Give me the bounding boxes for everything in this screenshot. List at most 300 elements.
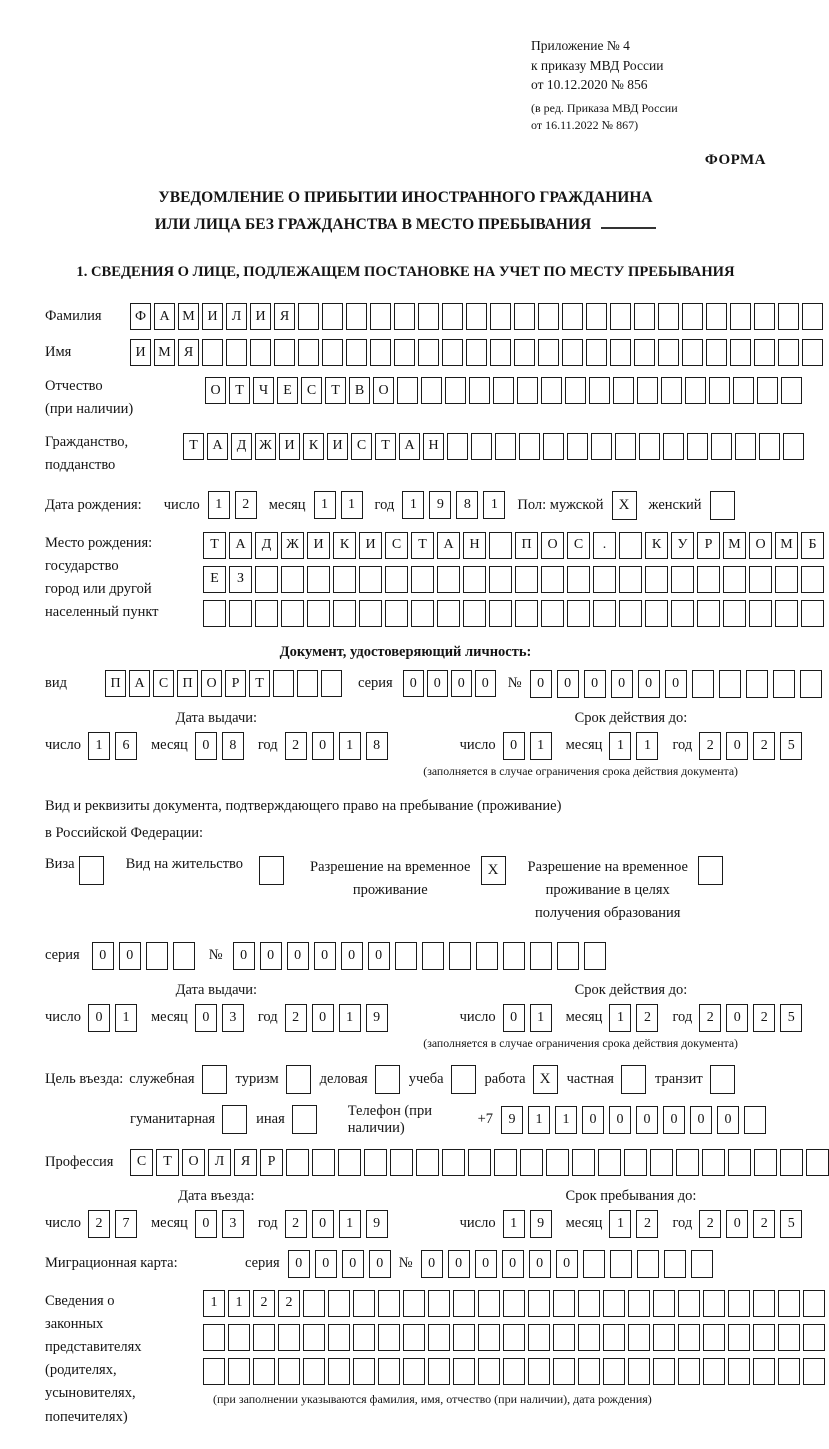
char-cell[interactable]: М — [178, 303, 199, 330]
char-cell[interactable]: 0 — [88, 1004, 110, 1032]
char-cell[interactable]: 0 — [92, 942, 114, 970]
char-cell[interactable] — [515, 600, 538, 627]
char-cell[interactable] — [353, 1324, 375, 1351]
char-cell[interactable]: А — [207, 433, 228, 460]
char-cell[interactable] — [346, 339, 367, 366]
char-cell[interactable] — [466, 303, 487, 330]
purpose-study-checkbox[interactable] — [451, 1065, 476, 1094]
char-cell[interactable]: 2 — [699, 1210, 721, 1238]
char-cell[interactable] — [437, 566, 460, 593]
char-cell[interactable]: 1 — [402, 491, 424, 519]
char-cell[interactable] — [476, 942, 498, 970]
char-cell[interactable] — [490, 303, 511, 330]
temp-residence-checkbox[interactable]: X — [481, 856, 506, 885]
char-cell[interactable] — [671, 566, 694, 593]
char-cell[interactable] — [447, 433, 468, 460]
char-cell[interactable]: К — [333, 532, 356, 559]
char-cell[interactable] — [528, 1290, 550, 1317]
char-cell[interactable]: Ж — [281, 532, 304, 559]
char-cell[interactable]: П — [515, 532, 538, 559]
char-cell[interactable] — [593, 566, 616, 593]
char-cell[interactable]: 2 — [636, 1210, 658, 1238]
char-cell[interactable]: 0 — [638, 670, 660, 698]
char-cell[interactable] — [591, 433, 612, 460]
char-cell[interactable] — [586, 303, 607, 330]
char-cell[interactable] — [278, 1324, 300, 1351]
char-cell[interactable]: 1 — [228, 1290, 250, 1317]
char-cell[interactable] — [753, 1358, 775, 1385]
char-cell[interactable] — [723, 600, 746, 627]
char-cell[interactable]: С — [153, 670, 174, 697]
char-cell[interactable]: Б — [801, 532, 824, 559]
char-cell[interactable] — [281, 600, 304, 627]
char-cell[interactable]: С — [301, 377, 322, 404]
char-cell[interactable]: 0 — [288, 1250, 310, 1278]
char-cell[interactable]: О — [749, 532, 772, 559]
char-cell[interactable]: 1 — [115, 1004, 137, 1032]
char-cell[interactable]: Я — [178, 339, 199, 366]
char-cell[interactable] — [255, 600, 278, 627]
char-cell[interactable] — [394, 339, 415, 366]
char-cell[interactable]: 1 — [314, 491, 336, 519]
char-cell[interactable]: 3 — [222, 1210, 244, 1238]
char-cell[interactable] — [562, 339, 583, 366]
char-cell[interactable] — [753, 1324, 775, 1351]
char-cell[interactable] — [803, 1358, 825, 1385]
char-cell[interactable] — [553, 1290, 575, 1317]
char-cell[interactable]: Р — [697, 532, 720, 559]
char-cell[interactable] — [253, 1324, 275, 1351]
char-cell[interactable] — [780, 1149, 803, 1176]
char-cell[interactable]: В — [349, 377, 370, 404]
char-cell[interactable]: 0 — [451, 670, 472, 697]
char-cell[interactable] — [678, 1358, 700, 1385]
char-cell[interactable]: 0 — [611, 670, 633, 698]
char-cell[interactable]: 0 — [530, 670, 552, 698]
char-cell[interactable] — [735, 433, 756, 460]
char-cell[interactable] — [359, 566, 382, 593]
char-cell[interactable]: 9 — [530, 1210, 552, 1238]
char-cell[interactable] — [678, 1324, 700, 1351]
char-cell[interactable]: 1 — [208, 491, 230, 519]
char-cell[interactable] — [639, 433, 660, 460]
char-cell[interactable] — [682, 339, 703, 366]
char-cell[interactable] — [228, 1324, 250, 1351]
male-checkbox[interactable]: X — [612, 491, 637, 520]
char-cell[interactable] — [783, 433, 804, 460]
char-cell[interactable] — [682, 303, 703, 330]
char-cell[interactable]: 0 — [726, 1210, 748, 1238]
char-cell[interactable] — [390, 1149, 413, 1176]
char-cell[interactable] — [687, 433, 708, 460]
char-cell[interactable]: 2 — [278, 1290, 300, 1317]
char-cell[interactable]: . — [593, 532, 616, 559]
char-cell[interactable] — [453, 1324, 475, 1351]
char-cell[interactable]: 0 — [556, 1250, 578, 1278]
char-cell[interactable]: 8 — [456, 491, 478, 519]
char-cell[interactable] — [442, 1149, 465, 1176]
char-cell[interactable]: Ф — [130, 303, 151, 330]
char-cell[interactable]: 2 — [753, 1210, 775, 1238]
char-cell[interactable] — [711, 433, 732, 460]
char-cell[interactable]: 7 — [115, 1210, 137, 1238]
char-cell[interactable] — [286, 1149, 309, 1176]
char-cell[interactable] — [778, 1324, 800, 1351]
char-cell[interactable] — [528, 1358, 550, 1385]
char-cell[interactable] — [572, 1149, 595, 1176]
char-cell[interactable] — [661, 377, 682, 404]
char-cell[interactable]: 0 — [312, 1004, 334, 1032]
char-cell[interactable] — [453, 1290, 475, 1317]
char-cell[interactable] — [634, 303, 655, 330]
char-cell[interactable] — [411, 566, 434, 593]
char-cell[interactable] — [503, 1358, 525, 1385]
char-cell[interactable] — [437, 600, 460, 627]
char-cell[interactable] — [274, 339, 295, 366]
char-cell[interactable]: Ч — [253, 377, 274, 404]
char-cell[interactable]: З — [229, 566, 252, 593]
char-cell[interactable]: П — [105, 670, 126, 697]
char-cell[interactable] — [541, 377, 562, 404]
char-cell[interactable]: С — [130, 1149, 153, 1176]
char-cell[interactable]: 0 — [529, 1250, 551, 1278]
char-cell[interactable]: Ж — [255, 433, 276, 460]
char-cell[interactable] — [418, 303, 439, 330]
char-cell[interactable] — [353, 1290, 375, 1317]
char-cell[interactable]: 0 — [233, 942, 255, 970]
char-cell[interactable]: Е — [203, 566, 226, 593]
char-cell[interactable]: 0 — [287, 942, 309, 970]
char-cell[interactable]: О — [541, 532, 564, 559]
char-cell[interactable] — [297, 670, 318, 697]
char-cell[interactable] — [411, 600, 434, 627]
char-cell[interactable] — [658, 339, 679, 366]
char-cell[interactable] — [702, 1149, 725, 1176]
char-cell[interactable] — [338, 1149, 361, 1176]
char-cell[interactable]: 0 — [636, 1106, 658, 1134]
char-cell[interactable] — [278, 1358, 300, 1385]
char-cell[interactable] — [541, 600, 564, 627]
char-cell[interactable]: 0 — [503, 732, 525, 760]
char-cell[interactable]: К — [303, 433, 324, 460]
char-cell[interactable]: 8 — [222, 732, 244, 760]
char-cell[interactable] — [746, 670, 768, 698]
char-cell[interactable] — [806, 1149, 829, 1176]
char-cell[interactable] — [733, 377, 754, 404]
char-cell[interactable] — [773, 670, 795, 698]
char-cell[interactable]: А — [154, 303, 175, 330]
char-cell[interactable]: Н — [423, 433, 444, 460]
char-cell[interactable] — [578, 1290, 600, 1317]
char-cell[interactable] — [671, 600, 694, 627]
char-cell[interactable]: Л — [226, 303, 247, 330]
char-cell[interactable] — [255, 566, 278, 593]
char-cell[interactable]: 9 — [501, 1106, 523, 1134]
char-cell[interactable]: 2 — [699, 1004, 721, 1032]
char-cell[interactable]: 1 — [203, 1290, 225, 1317]
char-cell[interactable] — [307, 600, 330, 627]
char-cell[interactable] — [353, 1358, 375, 1385]
char-cell[interactable]: 1 — [339, 732, 361, 760]
char-cell[interactable] — [778, 1290, 800, 1317]
char-cell[interactable]: А — [129, 670, 150, 697]
char-cell[interactable] — [453, 1358, 475, 1385]
char-cell[interactable] — [775, 600, 798, 627]
char-cell[interactable] — [378, 1358, 400, 1385]
char-cell[interactable] — [403, 1358, 425, 1385]
char-cell[interactable] — [203, 1358, 225, 1385]
char-cell[interactable]: Д — [231, 433, 252, 460]
purpose-official-checkbox[interactable] — [202, 1065, 227, 1094]
char-cell[interactable] — [538, 339, 559, 366]
char-cell[interactable]: Е — [277, 377, 298, 404]
char-cell[interactable] — [445, 377, 466, 404]
female-checkbox[interactable] — [710, 491, 735, 520]
char-cell[interactable] — [706, 339, 727, 366]
char-cell[interactable]: 1 — [88, 732, 110, 760]
char-cell[interactable] — [333, 600, 356, 627]
char-cell[interactable]: Р — [260, 1149, 283, 1176]
char-cell[interactable] — [553, 1324, 575, 1351]
char-cell[interactable]: 0 — [195, 1004, 217, 1032]
char-cell[interactable]: 1 — [503, 1210, 525, 1238]
purpose-transit-checkbox[interactable] — [710, 1065, 735, 1094]
char-cell[interactable] — [489, 532, 512, 559]
char-cell[interactable] — [697, 600, 720, 627]
char-cell[interactable] — [428, 1290, 450, 1317]
char-cell[interactable]: 0 — [609, 1106, 631, 1134]
char-cell[interactable] — [728, 1324, 750, 1351]
char-cell[interactable] — [303, 1324, 325, 1351]
char-cell[interactable] — [322, 339, 343, 366]
char-cell[interactable] — [589, 377, 610, 404]
char-cell[interactable]: 1 — [530, 1004, 552, 1032]
char-cell[interactable]: 0 — [665, 670, 687, 698]
char-cell[interactable] — [628, 1358, 650, 1385]
char-cell[interactable]: Т — [229, 377, 250, 404]
char-cell[interactable] — [653, 1358, 675, 1385]
char-cell[interactable]: У — [671, 532, 694, 559]
visa-checkbox[interactable] — [79, 856, 104, 885]
char-cell[interactable] — [298, 339, 319, 366]
char-cell[interactable]: 2 — [285, 1210, 307, 1238]
char-cell[interactable] — [653, 1324, 675, 1351]
char-cell[interactable] — [538, 303, 559, 330]
char-cell[interactable] — [703, 1324, 725, 1351]
char-cell[interactable]: М — [154, 339, 175, 366]
char-cell[interactable] — [395, 942, 417, 970]
char-cell[interactable]: Д — [255, 532, 278, 559]
char-cell[interactable] — [250, 339, 271, 366]
char-cell[interactable] — [422, 942, 444, 970]
char-cell[interactable]: И — [250, 303, 271, 330]
char-cell[interactable]: С — [567, 532, 590, 559]
char-cell[interactable]: 0 — [475, 670, 496, 697]
char-cell[interactable] — [517, 377, 538, 404]
char-cell[interactable] — [757, 377, 778, 404]
char-cell[interactable]: Р — [225, 670, 246, 697]
char-cell[interactable] — [619, 532, 642, 559]
char-cell[interactable] — [706, 303, 727, 330]
char-cell[interactable] — [778, 339, 799, 366]
char-cell[interactable] — [610, 339, 631, 366]
char-cell[interactable]: 1 — [483, 491, 505, 519]
char-cell[interactable] — [322, 303, 343, 330]
char-cell[interactable] — [754, 1149, 777, 1176]
char-cell[interactable]: 0 — [119, 942, 141, 970]
char-cell[interactable]: 0 — [717, 1106, 739, 1134]
purpose-business-checkbox[interactable] — [375, 1065, 400, 1094]
char-cell[interactable] — [692, 670, 714, 698]
char-cell[interactable] — [628, 1290, 650, 1317]
char-cell[interactable]: 0 — [726, 1004, 748, 1032]
char-cell[interactable]: А — [229, 532, 252, 559]
char-cell[interactable]: Т — [249, 670, 270, 697]
char-cell[interactable]: 0 — [475, 1250, 497, 1278]
char-cell[interactable]: П — [177, 670, 198, 697]
residence-permit-checkbox[interactable] — [259, 856, 284, 885]
char-cell[interactable]: М — [723, 532, 746, 559]
char-cell[interactable]: 6 — [115, 732, 137, 760]
char-cell[interactable] — [403, 1324, 425, 1351]
char-cell[interactable] — [759, 433, 780, 460]
char-cell[interactable] — [519, 433, 540, 460]
char-cell[interactable] — [416, 1149, 439, 1176]
char-cell[interactable]: 1 — [339, 1004, 361, 1032]
char-cell[interactable] — [775, 566, 798, 593]
char-cell[interactable] — [307, 566, 330, 593]
char-cell[interactable] — [637, 1250, 659, 1278]
char-cell[interactable] — [403, 1290, 425, 1317]
char-cell[interactable] — [328, 1358, 350, 1385]
char-cell[interactable]: 2 — [753, 732, 775, 760]
char-cell[interactable] — [603, 1290, 625, 1317]
char-cell[interactable]: 1 — [528, 1106, 550, 1134]
char-cell[interactable] — [298, 303, 319, 330]
char-cell[interactable] — [802, 303, 823, 330]
char-cell[interactable] — [610, 303, 631, 330]
char-cell[interactable]: 5 — [780, 1210, 802, 1238]
char-cell[interactable] — [567, 433, 588, 460]
char-cell[interactable] — [578, 1324, 600, 1351]
char-cell[interactable]: М — [775, 532, 798, 559]
char-cell[interactable] — [328, 1324, 350, 1351]
char-cell[interactable] — [603, 1324, 625, 1351]
char-cell[interactable] — [281, 566, 304, 593]
char-cell[interactable] — [628, 1324, 650, 1351]
char-cell[interactable] — [428, 1324, 450, 1351]
char-cell[interactable] — [489, 600, 512, 627]
char-cell[interactable] — [503, 1290, 525, 1317]
char-cell[interactable]: 0 — [369, 1250, 391, 1278]
char-cell[interactable] — [586, 339, 607, 366]
char-cell[interactable]: 0 — [448, 1250, 470, 1278]
char-cell[interactable] — [378, 1290, 400, 1317]
char-cell[interactable] — [634, 339, 655, 366]
char-cell[interactable] — [730, 339, 751, 366]
char-cell[interactable]: Я — [274, 303, 295, 330]
char-cell[interactable] — [514, 303, 535, 330]
char-cell[interactable] — [678, 1290, 700, 1317]
char-cell[interactable]: Т — [156, 1149, 179, 1176]
char-cell[interactable]: 5 — [780, 732, 802, 760]
char-cell[interactable] — [754, 303, 775, 330]
char-cell[interactable]: И — [359, 532, 382, 559]
char-cell[interactable] — [442, 339, 463, 366]
char-cell[interactable]: 2 — [699, 732, 721, 760]
char-cell[interactable] — [801, 600, 824, 627]
char-cell[interactable] — [503, 942, 525, 970]
char-cell[interactable] — [333, 566, 356, 593]
char-cell[interactable] — [802, 339, 823, 366]
char-cell[interactable] — [781, 377, 802, 404]
char-cell[interactable] — [650, 1149, 673, 1176]
char-cell[interactable]: 0 — [314, 942, 336, 970]
char-cell[interactable] — [442, 303, 463, 330]
char-cell[interactable] — [229, 600, 252, 627]
char-cell[interactable]: 0 — [663, 1106, 685, 1134]
char-cell[interactable] — [418, 339, 439, 366]
char-cell[interactable] — [697, 566, 720, 593]
char-cell[interactable]: 9 — [366, 1210, 388, 1238]
char-cell[interactable] — [583, 1250, 605, 1278]
char-cell[interactable]: О — [373, 377, 394, 404]
char-cell[interactable] — [754, 339, 775, 366]
char-cell[interactable] — [495, 433, 516, 460]
char-cell[interactable]: С — [385, 532, 408, 559]
char-cell[interactable]: Т — [325, 377, 346, 404]
char-cell[interactable]: 3 — [222, 1004, 244, 1032]
char-cell[interactable]: С — [351, 433, 372, 460]
purpose-tourism-checkbox[interactable] — [286, 1065, 311, 1094]
char-cell[interactable] — [514, 339, 535, 366]
char-cell[interactable] — [645, 566, 668, 593]
char-cell[interactable] — [567, 600, 590, 627]
char-cell[interactable]: 1 — [609, 1210, 631, 1238]
char-cell[interactable]: 0 — [342, 1250, 364, 1278]
char-cell[interactable]: 1 — [530, 732, 552, 760]
char-cell[interactable]: 0 — [582, 1106, 604, 1134]
char-cell[interactable]: 0 — [427, 670, 448, 697]
char-cell[interactable] — [328, 1290, 350, 1317]
char-cell[interactable] — [503, 1324, 525, 1351]
char-cell[interactable] — [728, 1149, 751, 1176]
char-cell[interactable] — [703, 1290, 725, 1317]
char-cell[interactable] — [744, 1106, 766, 1134]
char-cell[interactable] — [228, 1358, 250, 1385]
char-cell[interactable]: К — [645, 532, 668, 559]
char-cell[interactable] — [303, 1358, 325, 1385]
char-cell[interactable] — [478, 1324, 500, 1351]
char-cell[interactable] — [449, 942, 471, 970]
char-cell[interactable] — [543, 433, 564, 460]
char-cell[interactable] — [723, 566, 746, 593]
char-cell[interactable] — [321, 670, 342, 697]
char-cell[interactable] — [685, 377, 706, 404]
char-cell[interactable]: 0 — [368, 942, 390, 970]
char-cell[interactable]: Я — [234, 1149, 257, 1176]
char-cell[interactable] — [800, 670, 822, 698]
char-cell[interactable] — [541, 566, 564, 593]
char-cell[interactable]: 2 — [235, 491, 257, 519]
char-cell[interactable]: 8 — [366, 732, 388, 760]
char-cell[interactable]: Л — [208, 1149, 231, 1176]
char-cell[interactable] — [730, 303, 751, 330]
char-cell[interactable] — [173, 942, 195, 970]
char-cell[interactable] — [598, 1149, 621, 1176]
char-cell[interactable]: 1 — [609, 732, 631, 760]
char-cell[interactable] — [494, 1149, 517, 1176]
